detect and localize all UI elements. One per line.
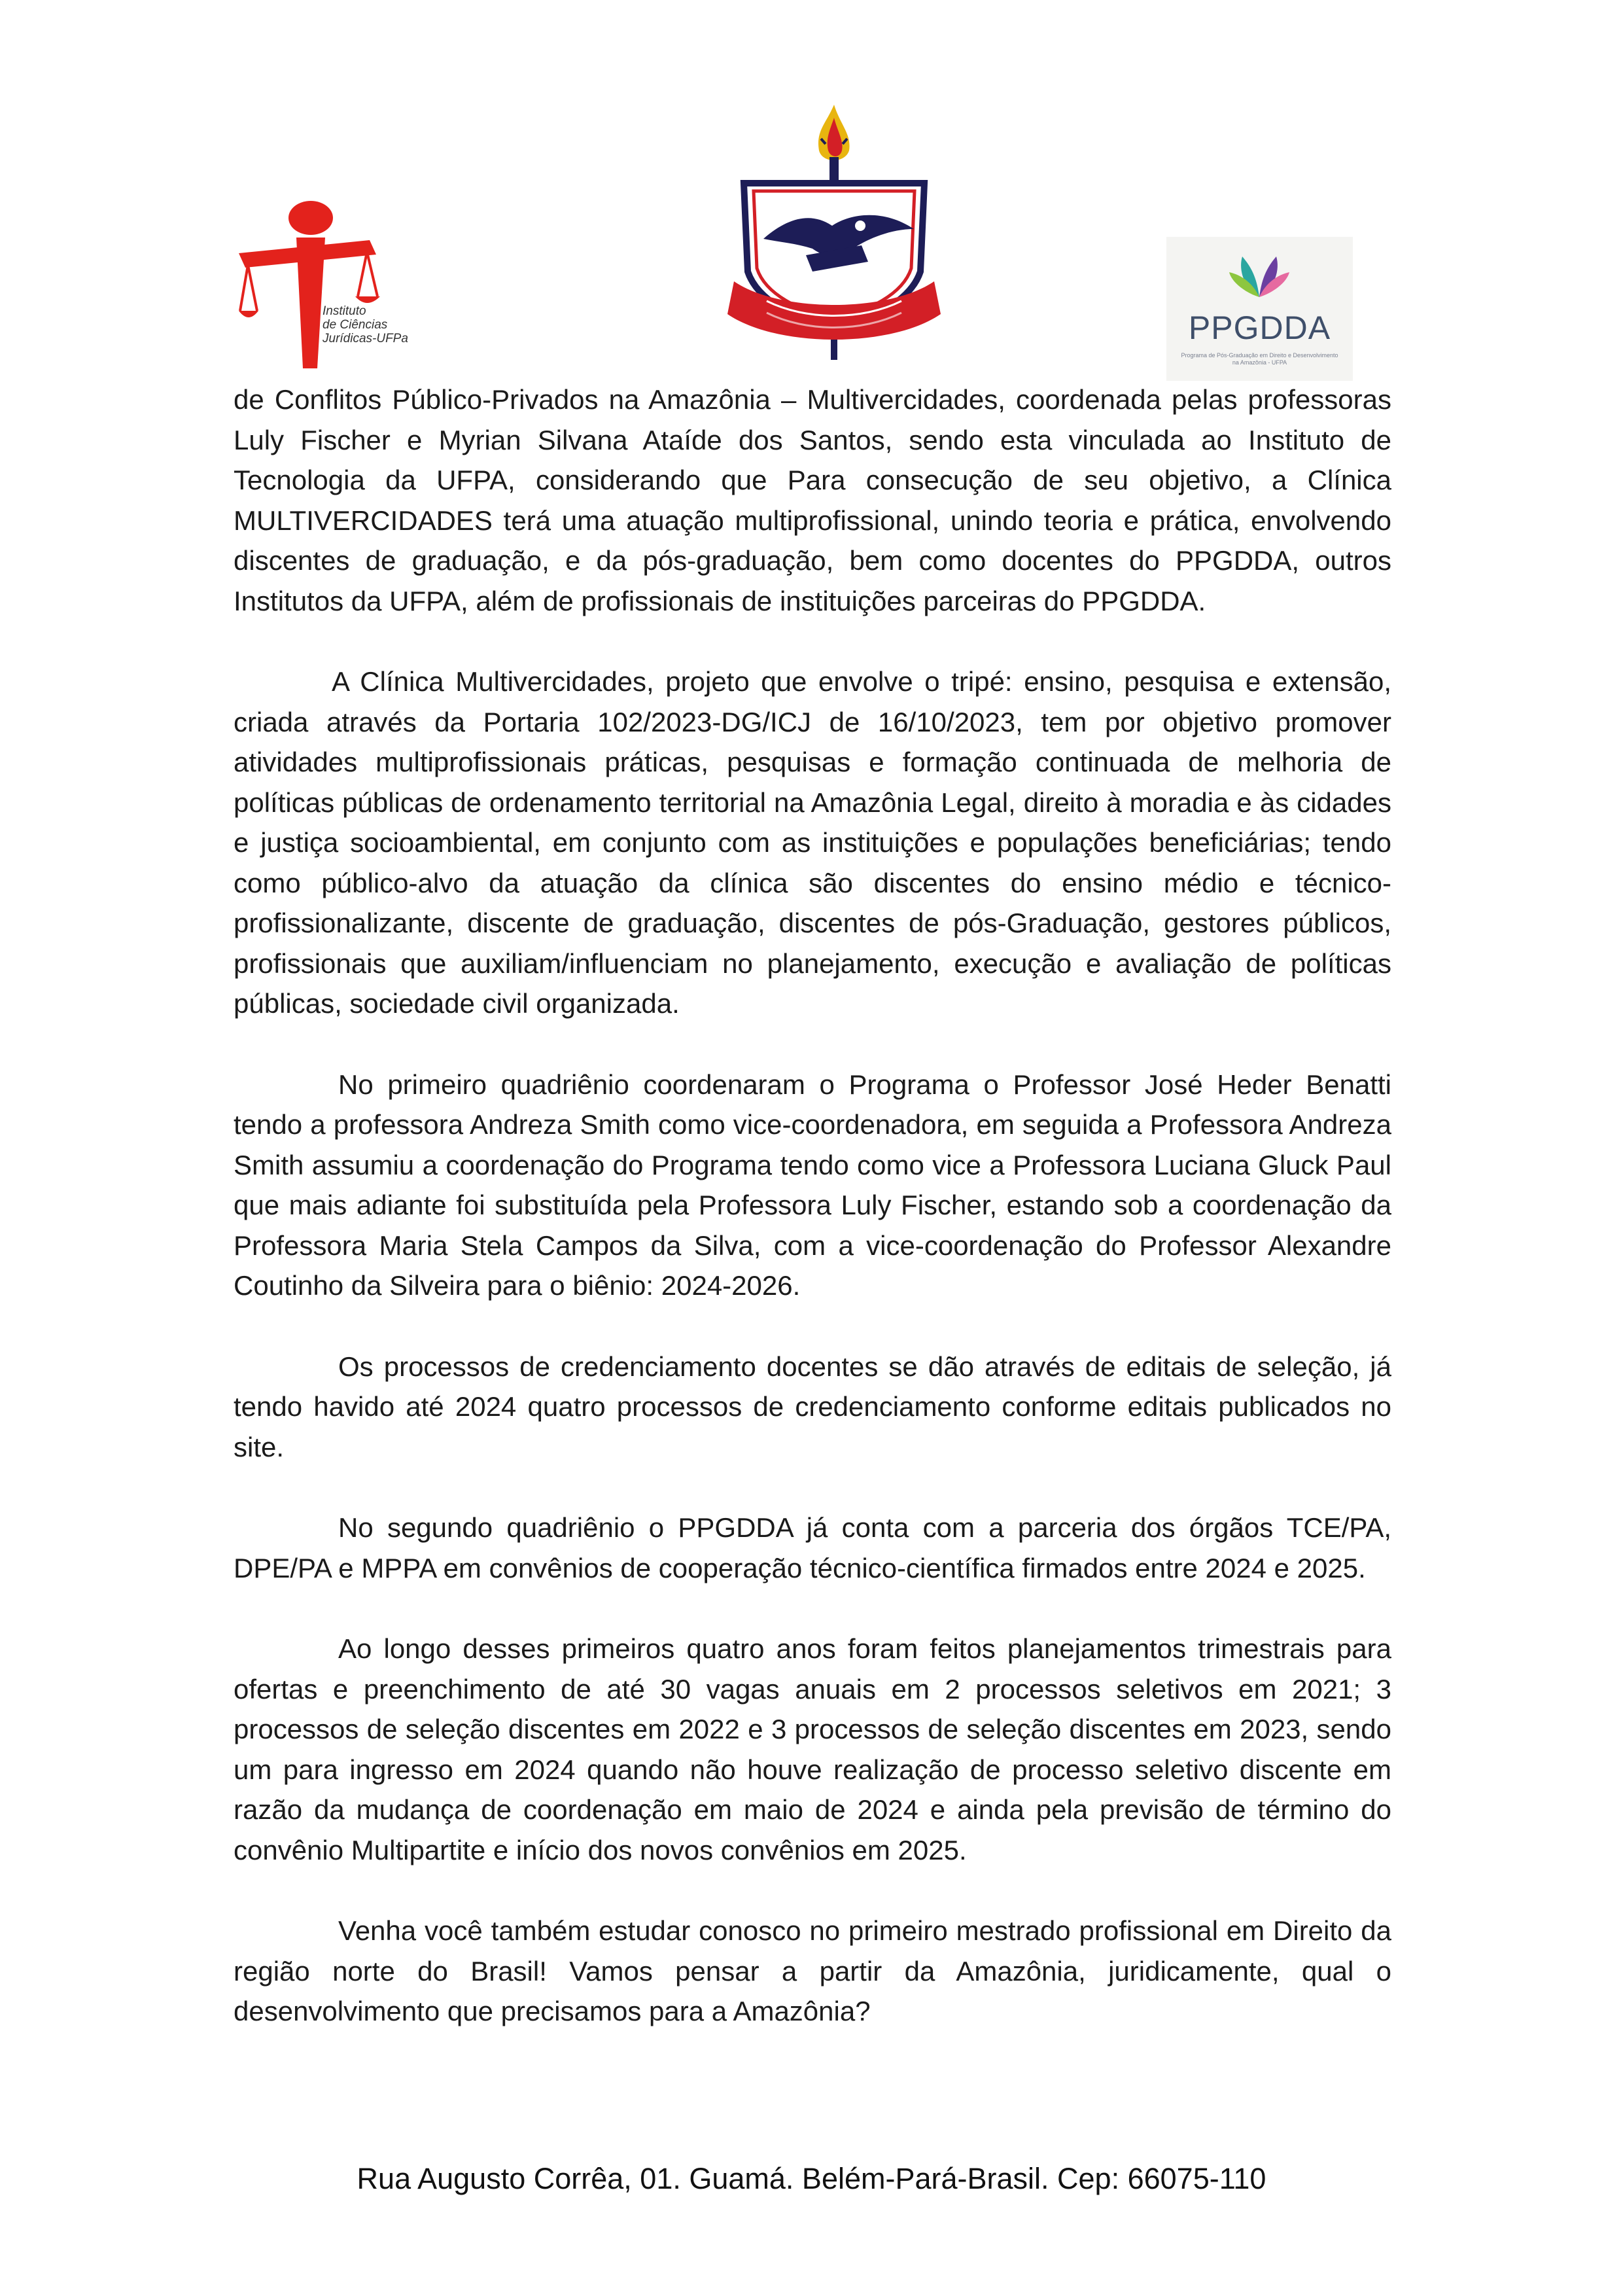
ppgdda-leaves-icon: [1166, 237, 1353, 309]
paragraph: No primeiro quadriênio coordenaram o Programa o Professor José Heder Benatti tendo a professora Andreza Smith como vice-coordenadora, em seguida a Professora Andreza Smith assumiu a coordenação do Programa tendo como vice a Professora Luciana Gluck Paul que mais adiante foi substituída pela Professora Luly Fischer, estando sob a coordenação da Professora Maria Stela Campos da Silva, com a vice-coordenação do Professor Alexandre Coutinho da Silveira para o biênio: 2024-2026.: [234, 1069, 1391, 1301]
ppgdda-name: PPGDDA: [1188, 309, 1331, 346]
icj-caption-line: de Ciências: [323, 318, 388, 332]
paragraph: Ao longo desses primeiros quatro anos foram feitos planejamentos trimestrais para ofertas e preenchimento de até 30 vagas anuais em 2 processos seletivos em 2021; 3 processos de seleção discentes em 2022 e 3 processos de seleção discentes em 2023, sendo um para ingresso em 2024 quando não houve realização de processo seletivo discente em razão da mudança de coordenação em maio de 2024 e ainda pela previsão de término do convênio Multipartite e início dos novos convênios em 2025.: [234, 1633, 1391, 1865]
document-body: [234, 380, 1391, 2072]
ppgdda-subtitle: Programa de Pós-Graduação em Direito e Desenvolvimento na Amazônia - UFPA: [1181, 352, 1338, 366]
icj-logo: [239, 200, 428, 370]
paragraph: Venha você também estudar conosco no primeiro mestrado profissional em Direito da região norte do Brasil! Vamos pensar a partir da Amazônia, juridicamente, qual o desenvolvimento que precisamos para a Amazônia?: [234, 1915, 1391, 2026]
icj-caption-line: Jurídicas-UFPa: [323, 332, 408, 345]
ppgdda-logo: [1166, 237, 1353, 381]
footer-address: Rua Augusto Corrêa, 01. Guamá. Belém-Pará-Brasil. Cep: 66075-110: [357, 2162, 1266, 2195]
paragraph: A Clínica Multivercidades, projeto que envolve o tripé: ensino, pesquisa e extensão, criada através da Portaria 102/2023-DG/ICJ de 16/10/2023, tem por objetivo promover atividades multiprofissionais práticas, pesquisas e formação continuada de melhoria de políticas públicas de ordenamento territorial na Amazônia Legal, direito à moradia e às cidades e justiça socioambiental, em conjunto com as instituições e populações beneficiárias; tendo como público-alvo da atuação da clínica são discentes do ensino médio e técnico-profissionalizante, discente de graduação, discentes de pós-Graduação, gestores públicos, profissionais que auxiliam/influenciam no planejamento, execução e avaliação de políticas públicas, sociedade civil organizada.: [234, 666, 1391, 1019]
ufpa-logo: [727, 105, 941, 366]
paragraph: Os processos de credenciamento docentes se dão através de editais de seleção, já tendo havido até 2024 quatro processos de credenciamento conforme editais publicados no site.: [234, 1351, 1391, 1462]
icj-caption: [323, 304, 434, 345]
paragraph: No segundo quadriênio o PPGDDA já conta com a parceria dos órgãos TCE/PA, DPE/PA e MPPA em convênios de cooperação técnico-científica firmados entre 2024 e 2025.: [234, 1512, 1391, 1583]
paragraph: de Conflitos Público-Privados na Amazônia – Multivercidades, coordenada pelas professoras Luly Fischer e Myrian Silvana Ataíde dos Santos, sendo esta vinculada ao Instituto de Tecnologia da UFPA, considerando que Para consecução de seu objetivo, a Clínica MULTIVERCIDADES terá uma atuação multiprofissional, unindo teoria e prática, envolvendo discentes de graduação, e da pós-graduação, bem como docentes do PPGDDA, outros Institutos da UFPA, além de profissionais de instituições parceiras do PPGDDA.: [234, 384, 1391, 616]
icj-caption-line: Instituto: [323, 304, 366, 318]
ufpa-coat-of-arms-icon: [727, 105, 941, 366]
